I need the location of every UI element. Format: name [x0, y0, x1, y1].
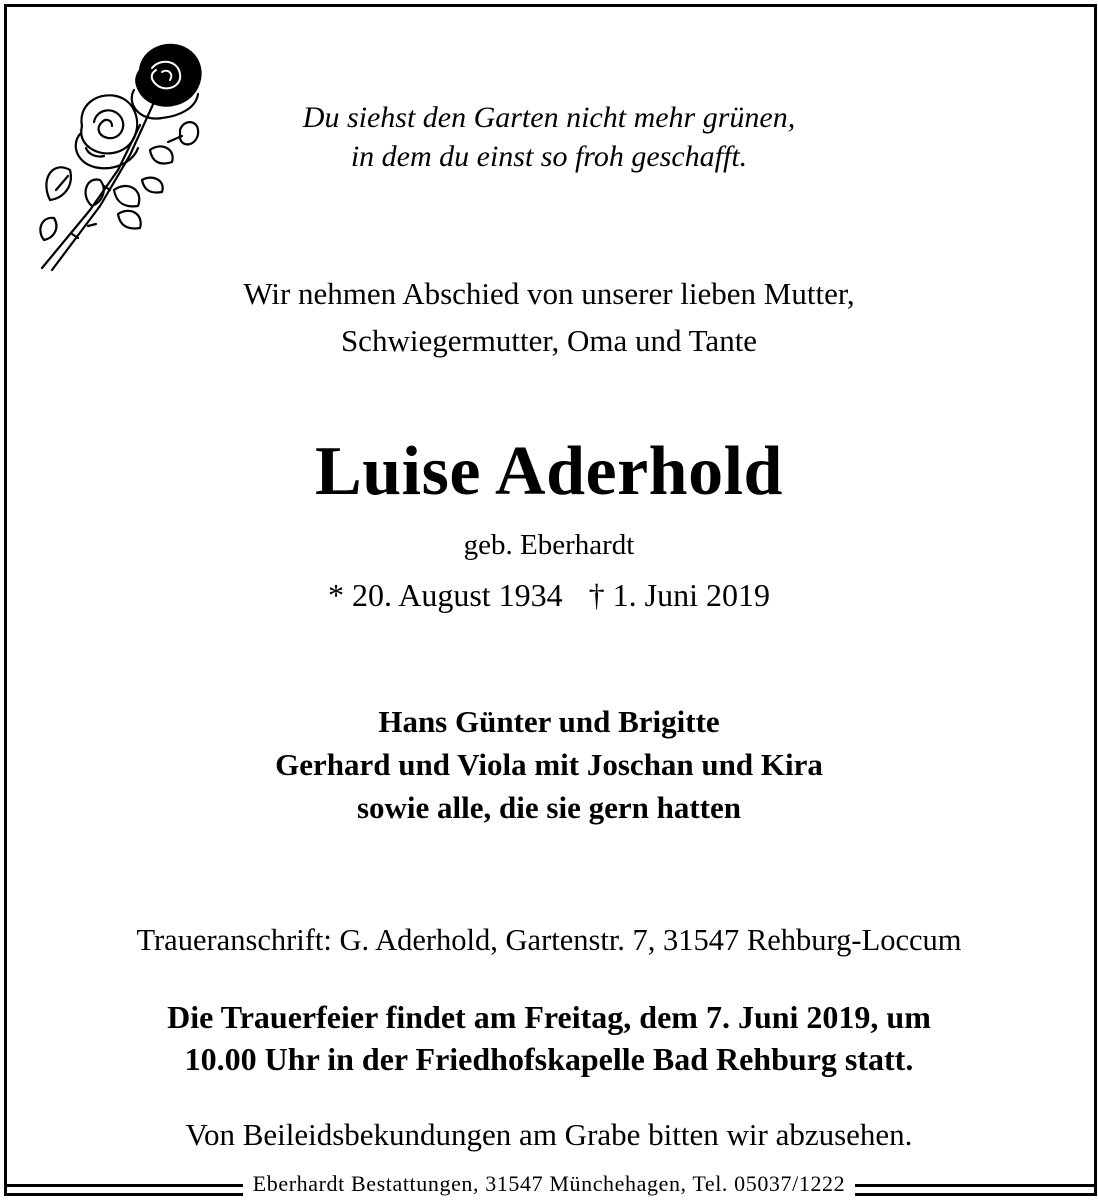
intro-line-1: Wir nehmen Abschied von unserer lieben Mutter,: [243, 276, 855, 311]
ceremony-notice: [0, 996, 1098, 1080]
intro: [0, 270, 1098, 364]
birth-date: * 20. August 1934: [327, 577, 563, 613]
undertaker-info: Eberhardt Bestattungen, 31547 Münchehagen, Tel. 05037/1222: [243, 1170, 856, 1198]
verse-line-1: Du siehst den Garten nicht mehr grünen,: [302, 101, 796, 134]
intro-line-2: Schwiegermutter, Oma und Tante: [340, 323, 758, 358]
mourning-address: Traueranschrift: G. Aderhold, Gartenstr. 7, 31547 Rehburg-Loccum: [136, 923, 962, 957]
family-line-1: Hans Günter und Brigitte: [378, 704, 720, 739]
family-signatures: [0, 700, 1098, 829]
deceased-name: Luise Aderhold: [315, 433, 783, 510]
verse: [0, 98, 1098, 176]
born-name: geb. Eberhardt: [463, 529, 635, 561]
ceremony-line-1: Die Trauerfeier findet am Freitag, dem 7. Juni 2019, um: [167, 999, 931, 1035]
family-line-3: sowie alle, die sie gern hatten: [356, 790, 741, 825]
verse-line-2: in dem du einst so froh geschafft.: [350, 140, 748, 173]
death-date: † 1. Juni 2019: [588, 577, 771, 613]
closing-note: Von Beileidsbekundungen am Grabe bitten wir abzusehen.: [185, 1117, 913, 1152]
ceremony-line-2: 10.00 Uhr in der Friedhofskapelle Bad Rehburg statt.: [184, 1041, 914, 1077]
life-dates: [0, 575, 1098, 615]
footer: [0, 1170, 1098, 1198]
family-line-2: Gerhard und Viola mit Joschan und Kira: [275, 747, 823, 782]
